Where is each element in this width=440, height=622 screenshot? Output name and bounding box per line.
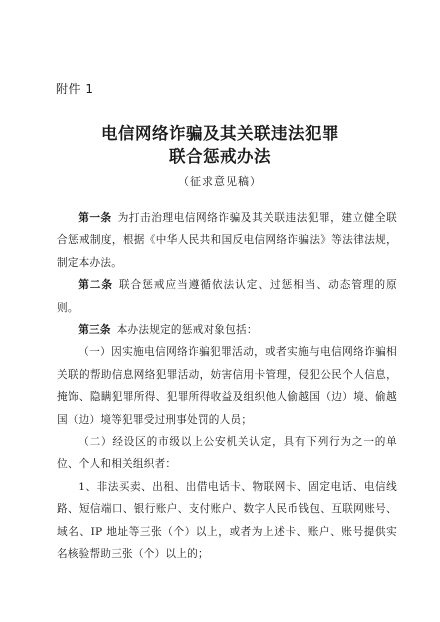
title-block (0, 122, 440, 189)
article-1 (57, 207, 397, 274)
article-2-text: 联合惩戒应当遵循依法认定、过惩相当、动态管理的原则。 (57, 279, 397, 314)
document-body (57, 207, 397, 566)
article-2 (57, 274, 397, 319)
attachment-label: 附件 1 (56, 82, 94, 96)
clause-2: （二）经设区的市级以上公安机关认定，具有下列行为之一的单位、个人和相关组织者： (57, 436, 397, 471)
article-3 (57, 319, 397, 341)
document-title-line-2: 联合惩戒办法 (169, 147, 271, 166)
clause-1: （一）因实施电信网络诈骗犯罪活动，或者实施与电信网络诈骗相关联的帮助信息网络犯罪活动，妨害信用卡管理，侵犯公民个人信息，掩饰、隐瞒犯罪所得、犯罪所得收益及组织他人偷越国（边）境、偷越国（边）境等犯罪受过刑事处罚的人员； (57, 346, 397, 426)
article-1-heading: 第一条 (78, 212, 112, 224)
article-2-heading: 第二条 (78, 279, 114, 292)
document-subtitle: （征求意见稿） (178, 175, 262, 188)
document-title-line-1: 电信网络诈骗及其关联违法犯罪 (101, 124, 339, 143)
item-1: 1、非法买卖、出租、出借电话卡、物联网卡、固定电话、电信线路、短信端口、银行账户、支付账户、数字人民币钱包、互联网账号、域名、IP 地址等三张（个）以上，或者为上述卡、账户、账号提供实名核验帮助三张（个）以上的； (57, 480, 397, 561)
article-3-text: 本办法规定的惩戒对象包括： (116, 324, 258, 337)
article-3-heading: 第三条 (78, 324, 111, 337)
article-1-text: 为打击治理电信网络诈骗及其关联违法犯罪，建立健全联合惩戒制度，根据《中华人民共和国反电信网络诈骗法》等法律法规，制定本办法。 (57, 212, 398, 269)
